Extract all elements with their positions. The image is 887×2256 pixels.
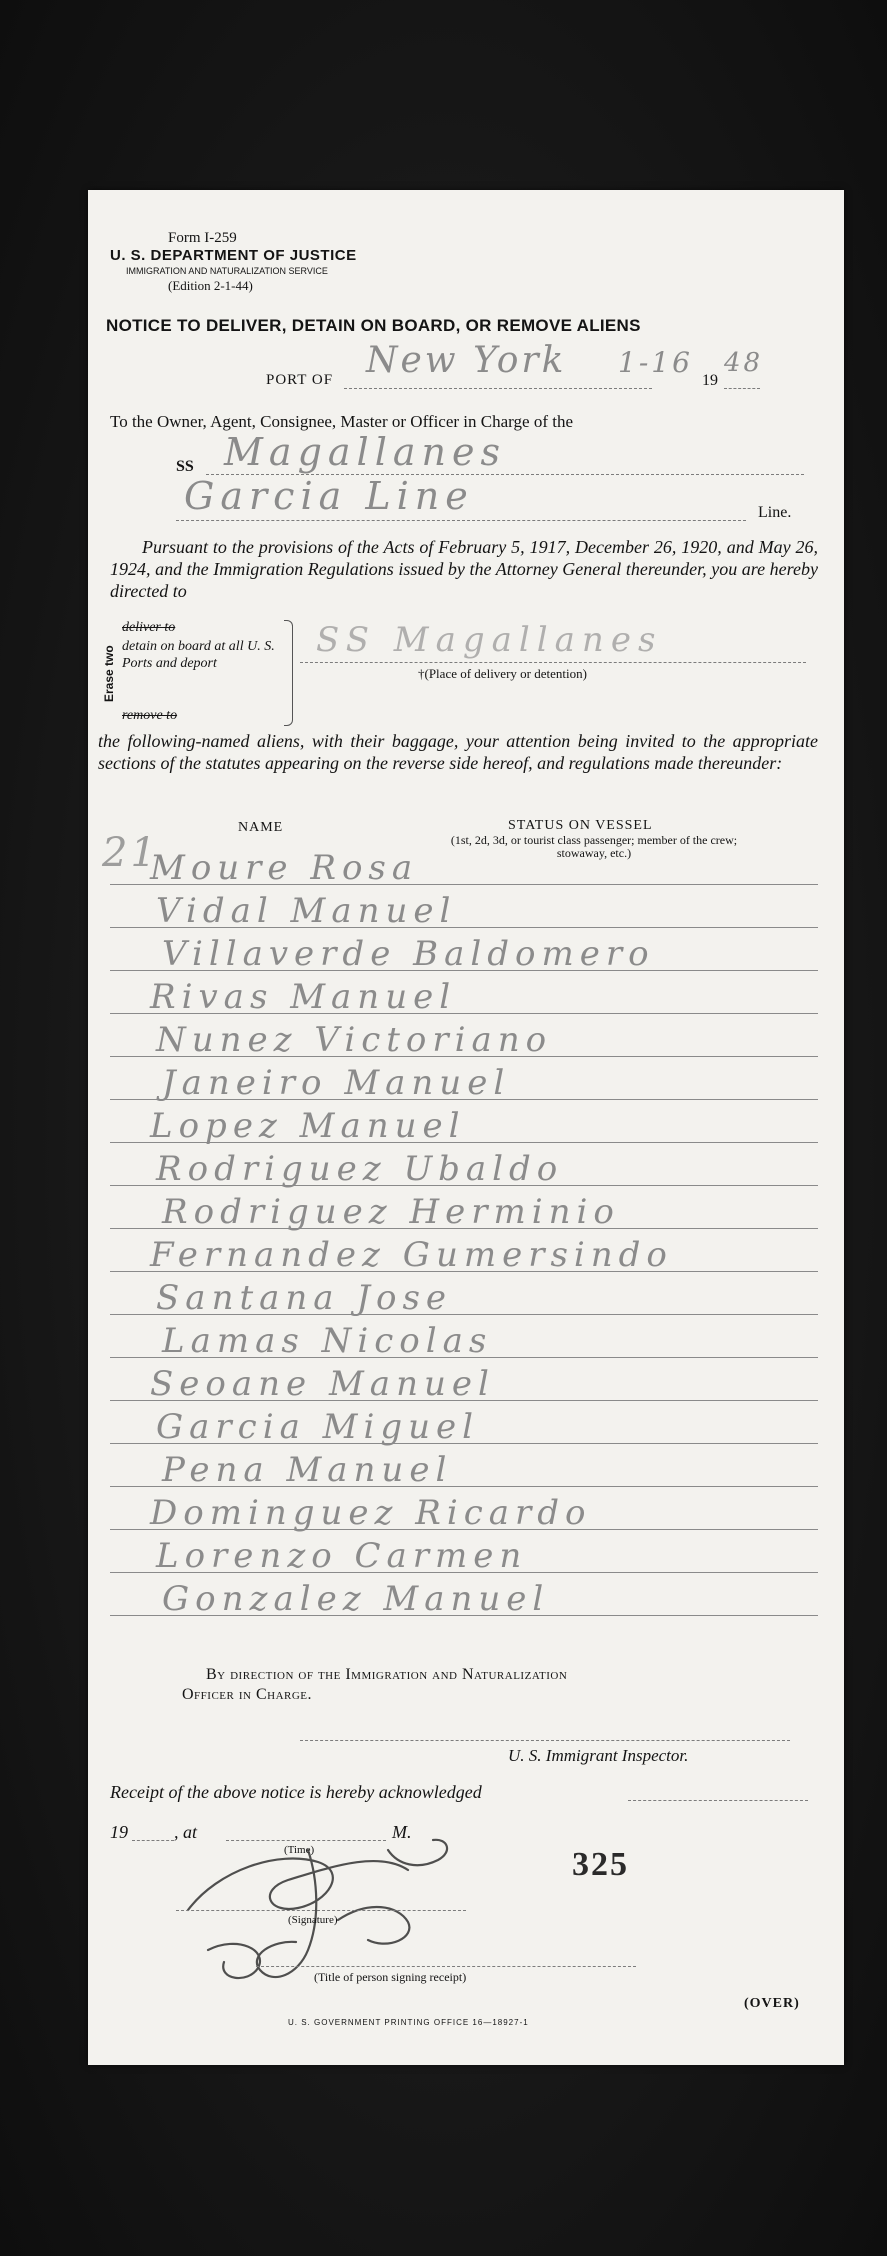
alien-name: Lopez Manuel (150, 1106, 466, 1146)
inspector-title: U. S. Immigrant Inspector. (508, 1746, 689, 1765)
direction-text-2: Officer in Charge. (182, 1686, 313, 1703)
ss-label: SS (176, 458, 194, 475)
signature-stroke (188, 1859, 408, 1910)
alien-name: Seoane Manuel (150, 1364, 495, 1404)
alien-row-line (110, 1056, 818, 1057)
option-remove: remove to (122, 708, 178, 723)
option-deliver: deliver to (122, 620, 176, 635)
alien-row (110, 1104, 818, 1144)
alien-row-line (110, 1486, 818, 1487)
alien-row-line (110, 1314, 818, 1315)
signature-stroke (208, 1944, 260, 1978)
alien-row (110, 1405, 818, 1445)
alien-row-line (110, 1572, 818, 1573)
margin-note: 21 (102, 830, 159, 876)
alien-row (110, 975, 818, 1015)
alien-name: Janeiro Manuel (162, 1063, 511, 1103)
handwritten-vessel: Magallanes (224, 430, 506, 474)
receipt-line (628, 1800, 808, 1801)
signature-scribble (148, 1790, 508, 2000)
alien-row (110, 846, 818, 886)
alien-name: Lorenzo Carmen (156, 1536, 528, 1576)
alien-name: Gonzalez Manuel (162, 1579, 550, 1619)
line-name-rule (176, 520, 746, 521)
date-m: M. (392, 1822, 412, 1842)
alien-row-line (110, 970, 818, 971)
alien-row (110, 1362, 818, 1402)
option-detain: detain on board at all U. S. Ports and deport (122, 639, 275, 671)
column-status: STATUS ON VESSEL (508, 818, 653, 833)
port-line (344, 388, 652, 389)
date-year-prefix: 19 (110, 1822, 128, 1842)
alien-row (110, 1319, 818, 1359)
alien-name: Santana Jose (156, 1278, 453, 1318)
service-name: IMMIGRATION AND NATURALIZATION SERVICE (126, 266, 328, 276)
place-caption: †(Place of delivery or detention) (418, 666, 587, 681)
alien-name: Rodriguez Herminio (162, 1192, 620, 1232)
signature-caption: (Signature) (288, 1914, 338, 1926)
alien-name: Dominguez Ricardo (150, 1493, 592, 1533)
alien-name: Villaverde Baldomero (162, 934, 655, 974)
alien-row-line (110, 1529, 818, 1530)
port-label: PORT OF (266, 372, 334, 388)
alien-row (110, 1233, 818, 1273)
alien-name: Garcia Miguel (156, 1407, 480, 1447)
column-status-note: (1st, 2d, 3d, or tourist class passenger; member of the crew; stowaway, etc.) (450, 833, 738, 860)
handwritten-line: Garcia Line (184, 474, 474, 518)
alien-name: Rodriguez Ubaldo (156, 1149, 564, 1189)
alien-row (110, 1577, 818, 1617)
form-edition: (Edition 2-1-44) (168, 278, 253, 293)
alien-name: Vidal Manuel (156, 891, 457, 931)
stamp-number: 325 (572, 1846, 629, 1883)
alien-row (110, 889, 818, 929)
alien-row (110, 932, 818, 972)
alien-name: Lamas Nicolas (162, 1321, 493, 1361)
alien-row-line (110, 1228, 818, 1229)
over-label: (OVER) (744, 1996, 800, 2011)
title-line (256, 1966, 636, 1967)
alien-row (110, 1448, 818, 1488)
title-caption: (Title of person signing receipt) (314, 1970, 467, 1984)
signature-stroke (338, 1907, 409, 1944)
department-name: U. S. DEPARTMENT OF JUSTICE (110, 247, 357, 264)
time-caption: (Time) (284, 1844, 315, 1856)
alien-row (110, 1534, 818, 1574)
alien-row-line (110, 1400, 818, 1401)
year-line (724, 388, 760, 389)
alien-row-line (110, 1443, 818, 1444)
alien-row (110, 1147, 818, 1187)
printing-office: U. S. GOVERNMENT PRINTING OFFICE 16—18927-1 (288, 2018, 529, 2027)
form-paper (88, 190, 844, 2065)
alien-name: Fernandez Gumersindo (150, 1235, 673, 1275)
signature-stroke (388, 1840, 447, 1865)
alien-row-line (110, 1013, 818, 1014)
form-title: NOTICE TO DELIVER, DETAIN ON BOARD, OR REMOVE ALIENS (106, 316, 641, 335)
options-bracket (284, 620, 293, 726)
date-at: , at (174, 1822, 198, 1842)
alien-row-line (110, 1142, 818, 1143)
erase-label: Erase two (102, 645, 116, 702)
following-text: the following-named aliens, with their baggage, your attention being invited to the appropriate sections of the statutes appearing on the reverse side hereof, and regulations made thereunder: (98, 731, 818, 773)
alien-row-line (110, 1271, 818, 1272)
alien-row (110, 1491, 818, 1531)
alien-row (110, 1061, 818, 1101)
alien-row (110, 1190, 818, 1230)
alien-row-line (110, 1099, 818, 1100)
alien-name: Nunez Victoriano (156, 1020, 553, 1060)
alien-row-line (110, 884, 818, 885)
alien-name: Moure Rosa (150, 848, 419, 888)
alien-row-line (110, 927, 818, 928)
handwritten-year: 48 (724, 348, 764, 378)
alien-row-line (110, 1185, 818, 1186)
year-prefix: 19 (702, 372, 718, 389)
alien-row-line (110, 1615, 818, 1616)
address-line: To the Owner, Agent, Consignee, Master or Officer in Charge of the (110, 412, 573, 431)
handwritten-place: SS Magallanes (316, 620, 663, 660)
column-name: NAME (238, 820, 284, 835)
alien-row-line (110, 1357, 818, 1358)
signature-line (176, 1910, 466, 1911)
line-label: Line. (758, 504, 792, 521)
place-line (300, 662, 806, 663)
pursuant-text: Pursuant to the provisions of the Acts of February 5, 1917, December 26, 1920, and May 26, 1924, and the Immigration Regulations issued by the Attorney General thereunder, you are hereby directed to (110, 537, 818, 601)
form-number: Form I-259 (168, 230, 237, 246)
alien-row (110, 1276, 818, 1316)
handwritten-date: 1-16 (618, 346, 693, 379)
handwritten-port: New York (366, 340, 567, 381)
alien-name: Rivas Manuel (150, 977, 457, 1017)
alien-row (110, 1018, 818, 1058)
alien-name: Pena Manuel (162, 1450, 453, 1490)
direction-text-1: By direction of the Immigration and Naturalization (206, 1666, 568, 1683)
receipt-text: Receipt of the above notice is hereby acknowledged (110, 1782, 482, 1802)
inspector-line (300, 1740, 790, 1741)
